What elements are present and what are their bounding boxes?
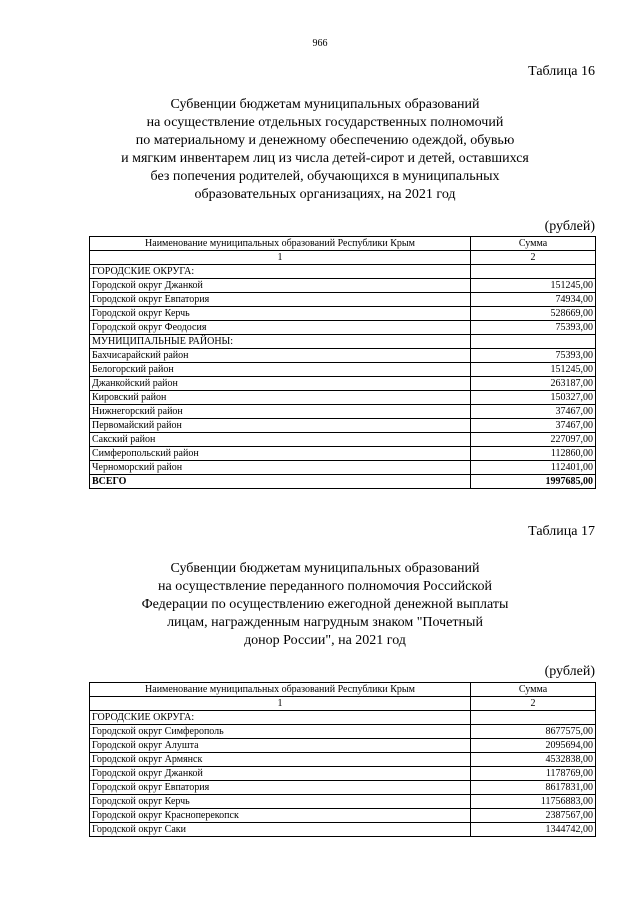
municipality-name: Городской округ Джанкой <box>90 767 471 781</box>
table-17-label: Таблица 17 <box>528 524 595 539</box>
amount: 1344742,00 <box>471 823 596 837</box>
municipality-name: Городской округ Саки <box>90 823 471 837</box>
amount: 263187,00 <box>471 377 596 391</box>
section-row <box>90 711 596 725</box>
amount: 75393,00 <box>471 349 596 363</box>
amount <box>471 335 596 349</box>
title-line: и мягким инвентарем лиц из числа детей-сирот и детей, оставшихся <box>121 151 529 166</box>
section-row <box>90 265 596 279</box>
table-row <box>90 405 596 419</box>
table-17-unit: (рублей) <box>544 664 595 679</box>
amount: 74934,00 <box>471 293 596 307</box>
title-line: на осуществление переданного полномочия Российской <box>157 579 493 594</box>
municipality-name: Городской округ Евпатория <box>90 293 471 307</box>
municipality-name: Городской округ Красноперекопск <box>90 809 471 823</box>
municipality-name: Сакский район <box>90 433 471 447</box>
title-line: без попечения родителей, обучающихся в муниципальных <box>150 169 500 184</box>
amount: 2095694,00 <box>471 739 596 753</box>
amount: 150327,00 <box>471 391 596 405</box>
municipality-name: Городской округ Армянск <box>90 753 471 767</box>
column-header-name: Наименование муниципальных образований Республики Крым <box>90 237 471 251</box>
municipality-name: Первомайский район <box>90 419 471 433</box>
title-line: лицам, награжденным нагрудным знаком "Почетный <box>167 615 483 630</box>
municipality-name: Черноморский район <box>90 461 471 475</box>
amount: 112401,00 <box>471 461 596 475</box>
municipality-name: Белогорский район <box>90 363 471 377</box>
table-row <box>90 391 596 405</box>
table-row <box>90 349 596 363</box>
amount: 151245,00 <box>471 279 596 293</box>
table-row <box>90 377 596 391</box>
table-16-unit: (рублей) <box>544 219 595 234</box>
table-row <box>90 781 596 795</box>
table-row <box>90 363 596 377</box>
municipality-name: Бахчисарайский район <box>90 349 471 363</box>
municipality-name: Симферопольский район <box>90 447 471 461</box>
table-16 <box>89 236 596 489</box>
section-row <box>90 335 596 349</box>
amount: 151245,00 <box>471 363 596 377</box>
column-header-sum: Сумма <box>471 237 596 251</box>
amount <box>471 711 596 725</box>
section-heading: ГОРОДСКИЕ ОКРУГА: <box>90 711 471 725</box>
municipality-name: Кировский район <box>90 391 471 405</box>
column-number: 1 <box>90 251 471 265</box>
table-row <box>90 725 596 739</box>
amount: 37467,00 <box>471 419 596 433</box>
title-line: донор России", на 2021 год <box>244 633 406 648</box>
total-label: ВСЕГО <box>90 475 471 489</box>
amount: 11756883,00 <box>471 795 596 809</box>
amount: 4532838,00 <box>471 753 596 767</box>
total-row <box>90 475 596 489</box>
municipality-name: Городской округ Симферополь <box>90 725 471 739</box>
table-17-title <box>60 560 590 650</box>
table-row <box>90 293 596 307</box>
municipality-name: Нижнегорский район <box>90 405 471 419</box>
municipality-name: Городской округ Керчь <box>90 307 471 321</box>
title-line: Субвенции бюджетам муниципальных образований <box>170 561 480 576</box>
table-row <box>90 307 596 321</box>
amount <box>471 265 596 279</box>
amount: 112860,00 <box>471 447 596 461</box>
table-17 <box>89 682 596 837</box>
amount: 1178769,00 <box>471 767 596 781</box>
municipality-name: Городской округ Феодосия <box>90 321 471 335</box>
municipality-name: Джанкойский район <box>90 377 471 391</box>
table-row <box>90 279 596 293</box>
numbering-row <box>90 697 596 711</box>
column-header-sum: Сумма <box>471 683 596 697</box>
table-16-title <box>60 96 590 204</box>
amount: 8677575,00 <box>471 725 596 739</box>
table-row <box>90 795 596 809</box>
header-row <box>90 237 596 251</box>
table-row <box>90 739 596 753</box>
column-number: 2 <box>471 251 596 265</box>
table-row <box>90 447 596 461</box>
title-line: на осуществление отдельных государственных полномочий <box>146 115 504 130</box>
table-row <box>90 809 596 823</box>
amount: 2387567,00 <box>471 809 596 823</box>
section-heading: ГОРОДСКИЕ ОКРУГА: <box>90 265 471 279</box>
amount: 75393,00 <box>471 321 596 335</box>
table-16-label: Таблица 16 <box>528 64 595 79</box>
table-row <box>90 419 596 433</box>
amount: 528669,00 <box>471 307 596 321</box>
column-number: 1 <box>90 697 471 711</box>
column-header-name: Наименование муниципальных образований Республики Крым <box>90 683 471 697</box>
page-number: 966 <box>312 38 328 49</box>
amount: 37467,00 <box>471 405 596 419</box>
table-row <box>90 461 596 475</box>
numbering-row <box>90 251 596 265</box>
amount: 8617831,00 <box>471 781 596 795</box>
table-row <box>90 321 596 335</box>
municipality-name: Городской округ Алушта <box>90 739 471 753</box>
title-line: образовательных организациях, на 2021 год <box>194 187 456 202</box>
table-row <box>90 823 596 837</box>
table-row <box>90 753 596 767</box>
municipality-name: Городской округ Керчь <box>90 795 471 809</box>
title-line: Федерации по осуществлению ежегодной денежной выплаты <box>141 597 509 612</box>
municipality-name: Городской округ Джанкой <box>90 279 471 293</box>
total-amount: 1997685,00 <box>471 475 596 489</box>
header-row <box>90 683 596 697</box>
table-row <box>90 767 596 781</box>
title-line: по материальному и денежному обеспечению одеждой, обувью <box>135 133 515 148</box>
table-row <box>90 433 596 447</box>
title-line: Субвенции бюджетам муниципальных образований <box>170 97 480 112</box>
column-number: 2 <box>471 697 596 711</box>
municipality-name: Городской округ Евпатория <box>90 781 471 795</box>
section-heading: МУНИЦИПАЛЬНЫЕ РАЙОНЫ: <box>90 335 471 349</box>
amount: 227097,00 <box>471 433 596 447</box>
